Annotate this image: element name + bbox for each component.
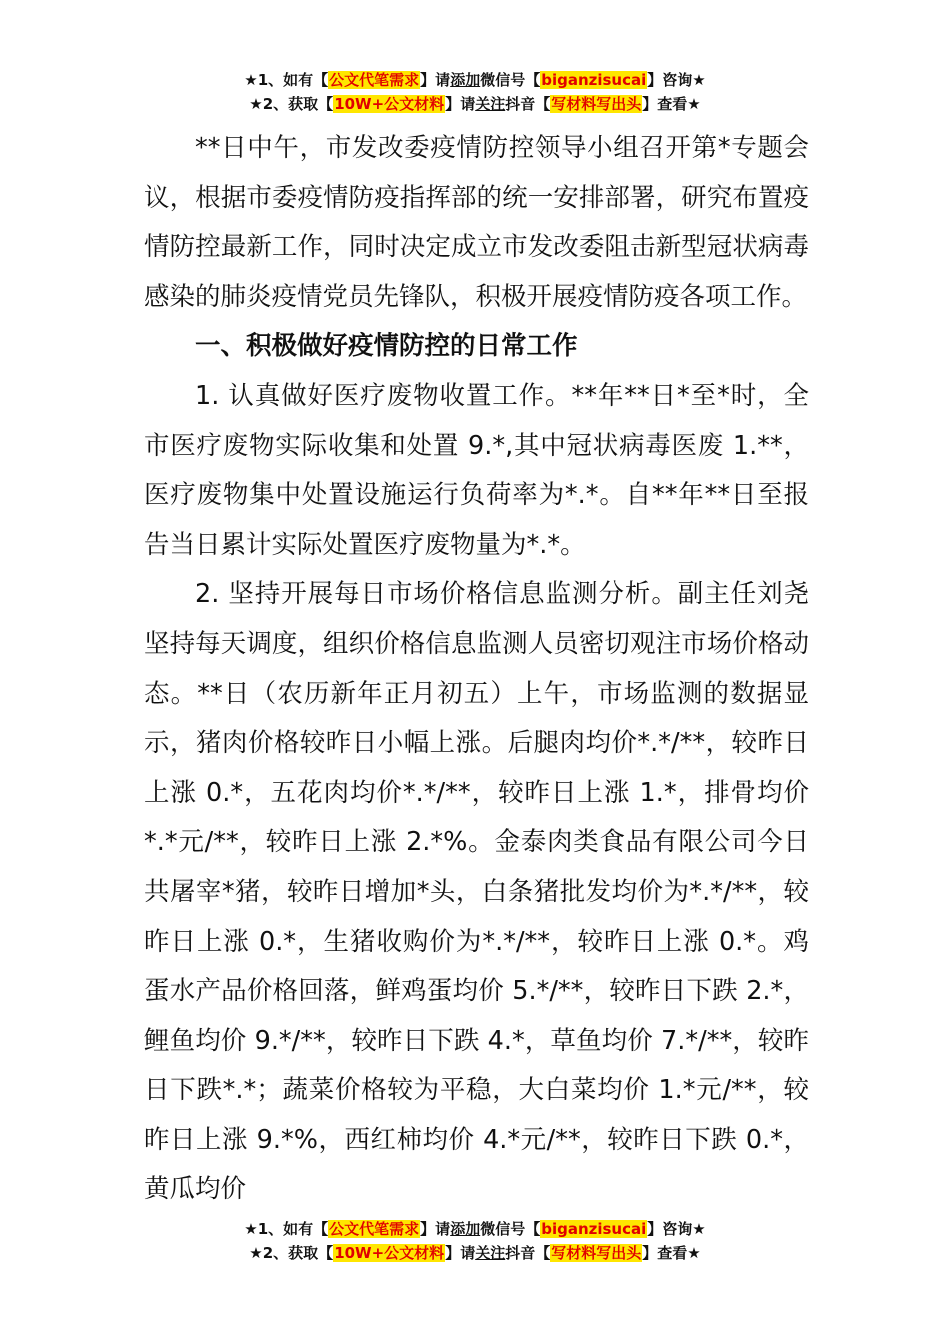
promo-text: 】请 [420, 1220, 451, 1238]
paragraph-price-monitoring: 2. 坚持开展每日市场价格信息监测分析。副主任刘尧坚持每天调度，组织价格信息监测人员密切观注市场价格动态。**日（农历新年正月初五）上午，市场监测的数据显示，猪肉价格较昨日小幅上涨。后腿肉均价*.*/**，较昨日上涨 0.*，五花肉均价*.*/**，较昨日上涨 1.*，排骨均价*.*元/**，较昨日上涨 2.*%。金泰肉类食品有限公司今日共屠宰*猪，较昨日增加*头，白条猪批发均价为*.*/**，较昨日上涨 0.*，生猪收购价为*.*/**，较昨日上涨 0.*。鸡蛋水产品价格回落，鲜鸡蛋均价 5.*/**，较昨日下跌 2.*，鲤鱼均价 9.*/**，较昨日下跌 4.*，草鱼均价 7.*/**，较昨日下跌*.*；蔬菜价格较为平稳，大白菜均价 1.*元/**，较昨日上涨 9.*%，西红柿均价 4.*元/**，较昨日下跌 0.*，黄瓜均价 [144, 579, 809, 1205]
promo-text: 】咨询★ [647, 1220, 706, 1238]
promo-emphasis: 添加 [450, 1220, 481, 1238]
promo-text: 微信号【 [480, 71, 541, 89]
promo-text: ★1、如有【 [244, 71, 329, 89]
promo-text: ★1、如有【 [244, 1220, 329, 1238]
promo-text: ★2、获取【 [249, 1244, 334, 1262]
promo-line-2 [0, 1241, 950, 1265]
promo-text: 抖音【 [505, 95, 551, 113]
promo-highlight: 写材料写出头 [551, 1244, 642, 1262]
paragraph-intro: **日中午，市发改委疫情防控领导小组召开第*专题会议，根据市委疫情防疫指挥部的统一安排部署，研究布置疫情防控最新工作，同时决定成立市发改委阻击新型冠状病毒感染的肺炎疫情党员先锋队，积极开展疫情防疫各项工作。 [144, 133, 809, 312]
promo-line-2 [0, 92, 950, 116]
promo-banner-bottom [0, 1217, 950, 1265]
promo-highlight: 10W+公文材料 [334, 1244, 445, 1262]
promo-emphasis: 关注 [475, 95, 506, 113]
promo-text: 抖音【 [505, 1244, 551, 1262]
promo-text: 】查看★ [642, 1244, 701, 1262]
promo-text: 】请 [420, 71, 451, 89]
promo-highlight: 公文代笔需求 [329, 71, 420, 89]
promo-text: 】查看★ [642, 95, 701, 113]
promo-line-1 [0, 68, 950, 92]
promo-highlight: biganzisucai [541, 71, 647, 89]
promo-text: 】咨询★ [647, 71, 706, 89]
promo-highlight: 公文代笔需求 [329, 1220, 420, 1238]
promo-highlight: 写材料写出头 [551, 95, 642, 113]
promo-highlight: biganzisucai [541, 1220, 647, 1238]
promo-text: 】请 [445, 1244, 476, 1262]
promo-highlight: 10W+公文材料 [334, 95, 445, 113]
paragraph-medical-waste: 1. 认真做好医疗废物收置工作。**年**日*至*时，全市医疗废物实际收集和处置 9.*,其中冠状病毒医废 1.**，医疗废物集中处置设施运行负荷率为*.*。自**年**日至报告当日累计实际处置医疗废物量为*.*。 [144, 380, 809, 560]
promo-line-1 [0, 1217, 950, 1241]
promo-text: 】请 [445, 95, 476, 113]
promo-emphasis: 关注 [475, 1244, 506, 1262]
section-heading: 一、积极做好疫情防控的日常工作 [195, 331, 578, 362]
document-body [144, 124, 809, 1215]
promo-emphasis: 添加 [450, 71, 481, 89]
promo-text: ★2、获取【 [249, 95, 334, 113]
promo-text: 微信号【 [480, 1220, 541, 1238]
promo-banner-top [0, 68, 950, 116]
